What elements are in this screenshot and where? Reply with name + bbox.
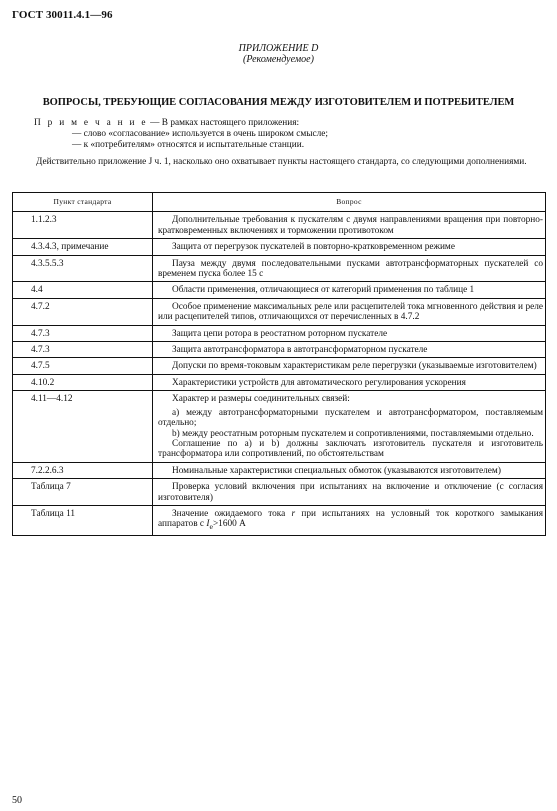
page-number: 50 bbox=[12, 795, 22, 806]
question-text: Защита автотрансформатора в автотрансформаторном пускателе bbox=[172, 345, 428, 356]
variable-i: I bbox=[206, 519, 210, 530]
clause-cell: 1.1.2.3 bbox=[13, 212, 153, 239]
table-row bbox=[13, 298, 546, 325]
appendix-title: ПРИЛОЖЕНИЕ D bbox=[238, 43, 319, 54]
question-cell bbox=[153, 374, 546, 390]
intro-paragraph: Действительно приложение J ч. 1, насколько оно охватывает пункты настоящего стандарта, со следующими дополнениями. bbox=[36, 157, 527, 167]
note-item: — слово «согласование» используется в очень широком смысле; bbox=[72, 129, 328, 139]
clause-cell: 4.3.5.5.3 bbox=[13, 255, 153, 282]
variable-r: r bbox=[291, 508, 296, 519]
clause-cell: 4.7.2 bbox=[13, 298, 153, 325]
note-item: — к «потребителям» относятся и испытательные станции. bbox=[72, 140, 305, 150]
note-block bbox=[34, 118, 328, 151]
table-row bbox=[13, 325, 546, 341]
question-text: Защита цепи ротора в реостатном роторном пускателе bbox=[172, 328, 388, 339]
section-heading: ВОПРОСЫ, ТРЕБУЮЩИЕ СОГЛАСОВАНИЯ МЕЖДУ ИЗГОТОВИТЕЛЕМ И ПОТРЕБИТЕЛЕМ bbox=[42, 97, 515, 108]
question-text: Области применения, отличающиеся от категорий применения по таблице 1 bbox=[172, 285, 475, 296]
question-text: Характеристики устройств для автоматического регулирования ускорения bbox=[172, 377, 466, 388]
question-text: Проверка условий включения при испытаниях на включение и отключение (с согласия изготовителя) bbox=[158, 482, 543, 503]
table-row bbox=[13, 358, 546, 374]
table-row bbox=[13, 505, 546, 535]
question-text bbox=[158, 509, 543, 533]
question-cell bbox=[153, 358, 546, 374]
question-text: b) между реостатным роторным пускателем и сопротивлениями, поставляемыми отдельно. bbox=[172, 428, 534, 439]
appendix-subtitle: (Рекомендуемое) bbox=[243, 54, 314, 65]
question-text: а) между автотрансформаторными пускателем и автотрансформатором, поставляемым отдельно; bbox=[158, 407, 543, 429]
header-question: Вопрос bbox=[153, 193, 546, 212]
clause-cell: 4.7.3 bbox=[13, 342, 153, 358]
requirements-table bbox=[12, 192, 546, 536]
table-header-row bbox=[13, 193, 546, 212]
clause-cell: 7.2.2.6.3 bbox=[13, 462, 153, 478]
question-text: Соглашение по а) и b) должны заключать изготовитель пускателя и изготовитель трансформатора или сопротивлений, по обстоятельствам bbox=[158, 438, 543, 460]
clause-cell: 4.7.3 bbox=[13, 325, 153, 341]
variable-subscript: e bbox=[209, 522, 213, 532]
question-cell bbox=[153, 342, 546, 358]
text-fragment: >1600 А bbox=[212, 519, 246, 530]
document-code: ГОСТ 30011.4.1—96 bbox=[12, 9, 113, 21]
table-row bbox=[13, 391, 546, 462]
note-lead-line bbox=[34, 118, 328, 129]
text-fragment: при испытаниях на условный ток короткого замыкания аппаратов с bbox=[158, 508, 543, 530]
question-cell bbox=[153, 282, 546, 298]
table-row bbox=[13, 212, 546, 239]
clause-cell: Таблица 7 bbox=[13, 479, 153, 506]
question-cell bbox=[153, 239, 546, 255]
clause-cell: 4.10.2 bbox=[13, 374, 153, 390]
question-cell bbox=[153, 391, 546, 462]
clause-cell: 4.4 bbox=[13, 282, 153, 298]
question-cell bbox=[153, 298, 546, 325]
clause-cell: 4.3.4.3, примечание bbox=[13, 239, 153, 255]
table-row bbox=[13, 342, 546, 358]
clause-cell: 4.7.5 bbox=[13, 358, 153, 374]
table-row bbox=[13, 462, 546, 478]
question-text: Особое применение максимальных реле или расцепителей тока мгновенного действия и реле или расцепителей типов, отличающихся от перечисленных в 4.7.2 bbox=[158, 301, 543, 323]
table-row bbox=[13, 374, 546, 390]
question-text: Дополнительные требования к пускателям с двумя направлениями вращения при повторно-кратковременных включениях и торможении противотоком bbox=[158, 215, 543, 236]
question-text: Допуски по время-токовым характеристикам реле перегрузки (указываемые изготовителем) bbox=[172, 361, 537, 372]
question-text: Номинальные характеристики специальных обмоток (указываются изготовителем) bbox=[172, 465, 501, 476]
question-cell bbox=[153, 325, 546, 341]
question-cell bbox=[153, 212, 546, 239]
table-row bbox=[13, 239, 546, 255]
appendix-block bbox=[0, 43, 557, 65]
clause-cell: Таблица 11 bbox=[13, 505, 153, 535]
table-row bbox=[13, 282, 546, 298]
question-cell bbox=[153, 255, 546, 282]
note-lead: — В рамках настоящего приложения: bbox=[147, 118, 300, 128]
text-fragment: Значение ожидаемого тока bbox=[172, 508, 292, 519]
table-row bbox=[13, 479, 546, 506]
header-clause: Пункт стандарта bbox=[13, 193, 153, 212]
question-text: Характер и размеры соединительных связей: bbox=[172, 394, 350, 405]
note-label: П р и м е ч а н и е bbox=[34, 118, 148, 128]
question-text: Защита от перегрузок пускателей в повторно-кратковременном режиме bbox=[172, 242, 455, 253]
question-cell bbox=[153, 462, 546, 478]
clause-cell: 4.11—4.12 bbox=[13, 391, 153, 462]
question-cell bbox=[153, 505, 546, 535]
question-text: Пауза между двумя последовательными пусками автотрансформаторных пускателей со временем пуска более 15 с bbox=[158, 258, 543, 280]
question-cell bbox=[153, 479, 546, 506]
table-row bbox=[13, 255, 546, 282]
